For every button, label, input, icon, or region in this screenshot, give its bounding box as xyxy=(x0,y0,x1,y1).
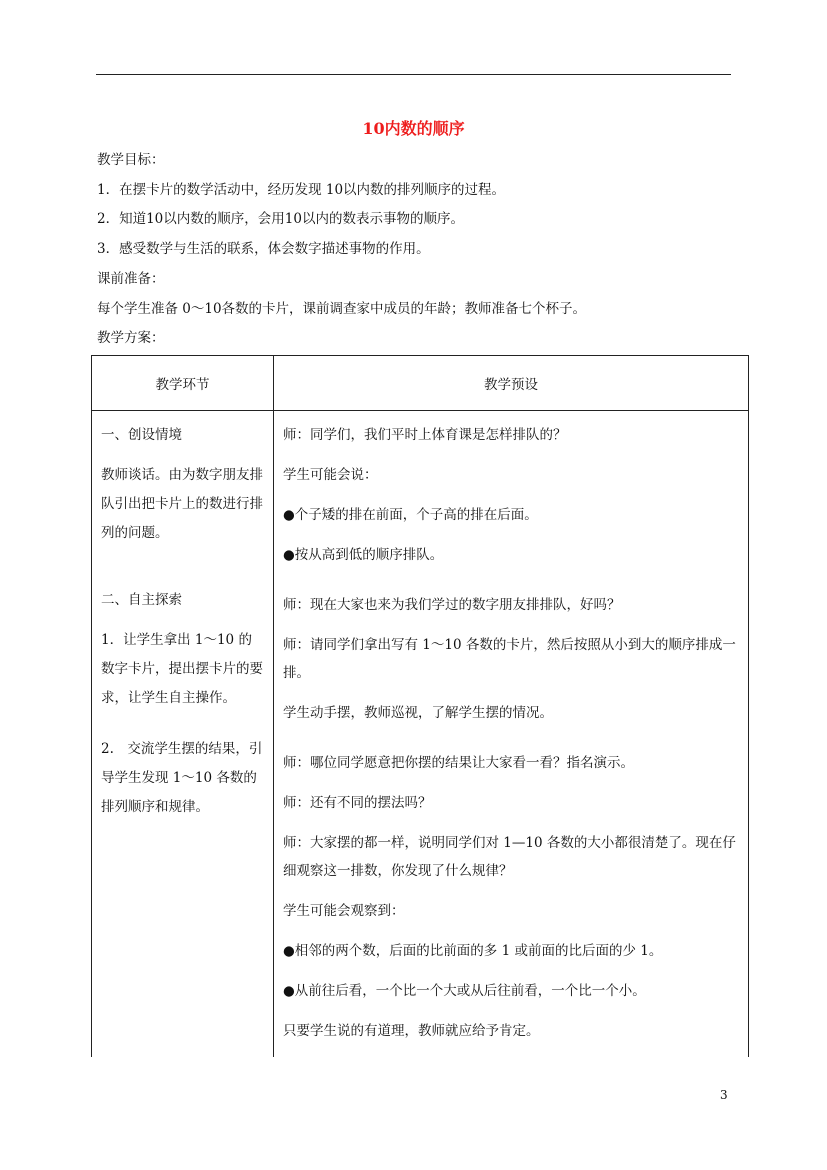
plan-paragraph: 学生可能会说： xyxy=(283,467,378,483)
table-header-row xyxy=(92,356,749,411)
table-row xyxy=(92,411,749,1058)
stage-heading: 一、创设情境 xyxy=(101,427,182,443)
column-header-stage: 教学环节 xyxy=(92,356,274,411)
plan-paragraph: 师：同学们，我们平时上体育课是怎样排队的？ xyxy=(283,427,567,443)
lesson-plan-table xyxy=(91,355,749,1057)
plan-paragraph: 师：现在大家也来为我们学过的数字朋友排排队，好吗？ xyxy=(283,597,621,613)
stage-heading: 二、自主探索 xyxy=(101,592,182,608)
plan-paragraph: 学生可能会观察到： xyxy=(283,903,405,919)
plan-paragraph: 师：还有不同的摆法吗？ xyxy=(283,795,432,811)
stage-text: 2. 交流学生摆的结果，引导学生发现 1～10 各数的排列顺序和规律。 xyxy=(101,741,263,815)
plan-heading: 教学方案： xyxy=(97,330,165,346)
plan-bullet: ●个子矮的排在前面，个子高的排在后面。 xyxy=(283,507,538,523)
plan-bullet: ●从前往后看，一个比一个大或从后往前看，一个比一个小。 xyxy=(283,983,646,999)
plan-paragraph: 师：请同学们拿出写有 1～10 各数的卡片，然后按照从小到大的顺序排成一排。 xyxy=(283,637,736,681)
plan-paragraph: 学生动手摆，教师巡视，了解学生摆的情况。 xyxy=(283,705,553,721)
prep-heading: 课前准备： xyxy=(97,271,165,287)
plan-bullet: ●按从高到低的顺序排队。 xyxy=(283,547,444,563)
document-title: 10内数的顺序 xyxy=(362,119,465,138)
plan-paragraph: 师：哪位同学愿意把你摆的结果让大家看一看？指名演示。 xyxy=(283,755,634,771)
goals-heading: 教学目标： xyxy=(97,152,165,168)
plan-paragraph: 师：大家摆的都一样，说明同学们对 1—10 各数的大小都很清楚了。现在仔细观察这一排数，你发现了什么规律？ xyxy=(283,835,736,879)
column-header-plan: 教学预设 xyxy=(274,356,749,411)
stage-cell xyxy=(92,411,274,1058)
plan-bullet: ●相邻的两个数，后面的比前面的多 1 或前面的比后面的少 1。 xyxy=(283,943,663,959)
goal-item: 3．感受数学与生活的联系，体会数字描述事物的作用。 xyxy=(97,241,430,257)
plan-paragraph: 只要学生说的有道理，教师就应给予肯定。 xyxy=(283,1023,540,1039)
prep-text: 每个学生准备 0～10各数的卡片，课前调查家中成员的年龄；教师准备七个杯子。 xyxy=(97,301,587,317)
stage-text: 1．让学生拿出 1～10 的数字卡片，提出摆卡片的要求，让学生自主操作。 xyxy=(101,632,263,706)
header-rule xyxy=(96,74,731,75)
page-number: 3 xyxy=(720,1088,728,1102)
stage-text: 教师谈话。由为数字朋友排队引出把卡片上的数进行排列的问题。 xyxy=(101,467,263,541)
goal-item: 1．在摆卡片的数学活动中，经历发现 10以内数的排列顺序的过程。 xyxy=(97,182,506,198)
goal-item: 2．知道10以内数的顺序，会用10以内的数表示事物的顺序。 xyxy=(97,211,464,227)
plan-cell xyxy=(274,411,749,1058)
